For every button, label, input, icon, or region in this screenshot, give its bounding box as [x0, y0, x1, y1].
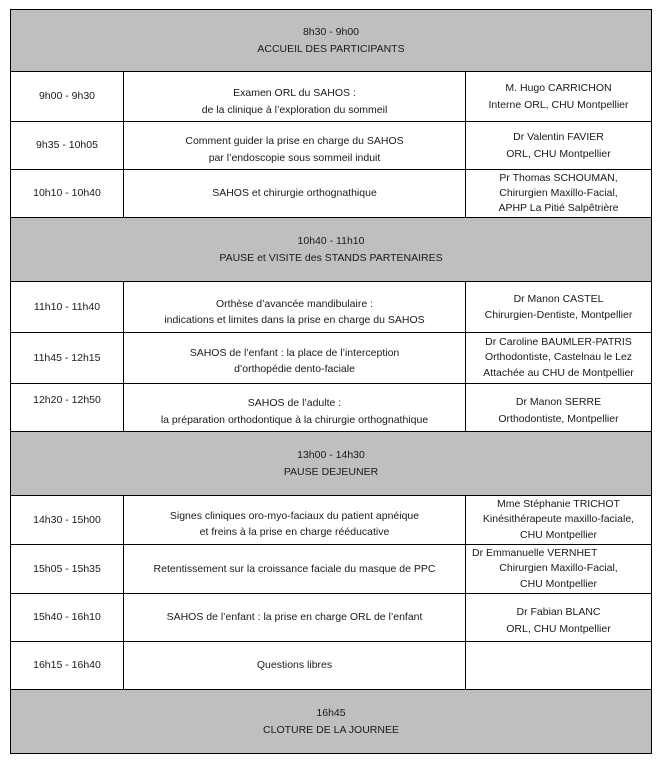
title-line: SAHOS de l’enfant : la place de l’interception: [189, 346, 400, 359]
band-time: 16h45: [316, 706, 346, 719]
band-lunch: [11, 432, 651, 496]
talk-title: [124, 122, 466, 169]
table-row: [11, 333, 651, 384]
title-line: SAHOS et chirurgie orthognathique: [212, 187, 377, 200]
speaker-cell: [466, 170, 651, 217]
speaker-cell: [466, 496, 651, 544]
speaker-name: Pr Thomas SCHOUMAN,: [499, 172, 618, 184]
speaker-affiliation: CHU Montpellier: [519, 528, 598, 541]
title-line: indications et limites dans la prise en charge du SAHOS: [164, 314, 425, 326]
table-row: [11, 170, 651, 218]
band-break: [11, 218, 651, 282]
speaker-cell: [466, 545, 651, 593]
speaker-name: M. Hugo CARRICHON: [505, 82, 612, 94]
speaker-affiliation: CHU Montpellier: [519, 577, 598, 590]
speaker-cell: [466, 384, 651, 431]
speaker-affiliation: Chirurgien Maxillo-Facial,: [499, 187, 618, 199]
speaker-cell: [466, 282, 651, 332]
band-closing: [11, 690, 651, 753]
title-line: et freins à la prise en charge rééducative: [199, 526, 390, 538]
title-line: SAHOS de l’adulte :: [247, 397, 342, 409]
speaker-name: Dr Manon SERRE: [515, 396, 602, 408]
speaker-name: Dr Manon CASTEL: [513, 292, 604, 305]
talk-title: [124, 333, 466, 383]
time-cell: 11h45 - 12h15: [11, 333, 124, 383]
talk-title: [124, 642, 466, 689]
title-line: SAHOS de l’enfant : la prise en charge ORL de l’enfant: [166, 611, 423, 624]
speaker-name: Dr Valentin FAVIER: [513, 131, 604, 143]
talk-title: [124, 72, 466, 121]
speaker-affiliation: Orthodontiste, Castelnau le Lez: [484, 351, 633, 364]
table-row: [11, 545, 651, 594]
table-row: [11, 72, 651, 122]
band-label: PAUSE DEJEUNER: [283, 465, 379, 478]
talk-title: [124, 594, 466, 641]
talk-title: [124, 170, 466, 217]
table-row: [11, 594, 651, 642]
table-row: [11, 384, 651, 432]
band-label: ACCUEIL DES PARTICIPANTS: [257, 42, 405, 55]
speaker-name: Dr Caroline BAUMLER-PATRIS: [485, 335, 632, 348]
speaker-cell: [466, 333, 651, 383]
speaker-affiliation: APHP La Pitié Salpêtrière: [498, 202, 619, 214]
table-row: [11, 642, 651, 690]
table-row: [11, 282, 651, 333]
time-cell: 12h20 - 12h50: [11, 384, 124, 431]
speaker-cell: [466, 122, 651, 169]
speaker-affiliation: ORL, CHU Montpellier: [506, 622, 611, 635]
title-line: Comment guider la prise en charge du SAHOS: [185, 135, 404, 147]
title-line: Questions libres: [256, 659, 333, 672]
time-cell: 15h40 - 16h10: [11, 594, 124, 641]
speaker-name: Mme Stéphanie TRICHOT: [497, 497, 620, 510]
speaker-affiliation: Attachée au CHU de Montpellier: [483, 366, 634, 379]
talk-title: [124, 384, 466, 431]
talk-title: [124, 545, 466, 593]
time-cell: 9h00 - 9h30: [11, 72, 124, 121]
title-line: la préparation orthodontique à la chirurgie orthognathique: [160, 413, 429, 426]
time-cell: 11h10 - 11h40: [11, 282, 124, 332]
speaker-affiliation: ORL, CHU Montpellier: [506, 147, 611, 160]
band-opening: [11, 10, 651, 72]
band-time: 10h40 - 11h10: [297, 234, 365, 247]
speaker-cell: [466, 594, 651, 641]
time-cell: 14h30 - 15h00: [11, 496, 124, 544]
title-line: Examen ORL du SAHOS :: [233, 87, 356, 99]
speaker-affiliation: Kinésithérapeute maxillo-faciale,: [482, 513, 635, 526]
title-line: Orthèse d’avancée mandibulaire :: [215, 297, 373, 310]
speaker-name: Dr Fabian BLANC: [516, 606, 601, 618]
time-cell: 10h10 - 10h40: [11, 170, 124, 217]
title-line: de la clinique à l’exploration du sommeil: [201, 103, 388, 116]
time-cell: 9h35 - 10h05: [11, 122, 124, 169]
speaker-affiliation: Interne ORL, CHU Montpellier: [488, 98, 629, 111]
band-time: 8h30 - 9h00: [302, 25, 360, 38]
title-line: par l’endoscopie sous sommeil induit: [208, 151, 381, 164]
talk-title: [124, 282, 466, 332]
band-label: CLOTURE DE LA JOURNEE: [263, 723, 399, 736]
title-line: Signes cliniques oro-myo-faciaux du patient apnéique: [169, 509, 420, 522]
title-line: Retentissement sur la croissance faciale du masque de PPC: [153, 562, 436, 575]
talk-title: [124, 496, 466, 544]
title-line: d’orthopédie dento-faciale: [234, 363, 355, 375]
time-cell: 15h05 - 15h35: [11, 545, 124, 593]
time-cell: 16h15 - 16h40: [11, 642, 124, 689]
table-row: [11, 122, 651, 170]
table-row: [11, 496, 651, 545]
band-time: 13h00 - 14h30: [297, 448, 365, 461]
speaker-cell: [466, 642, 651, 689]
band-label: PAUSE et VISITE des STANDS PARTENAIRES: [219, 251, 443, 264]
speaker-affiliation: Chirurgien Maxillo-Facial,: [499, 562, 618, 575]
speaker-name: Dr Emmanuelle VERNHET: [472, 546, 598, 559]
speaker-cell: [466, 72, 651, 121]
program-table: [10, 9, 652, 754]
speaker-affiliation: Chirurgien-Dentiste, Montpellier: [484, 309, 633, 321]
speaker-affiliation: Orthodontiste, Montpellier: [498, 412, 619, 425]
